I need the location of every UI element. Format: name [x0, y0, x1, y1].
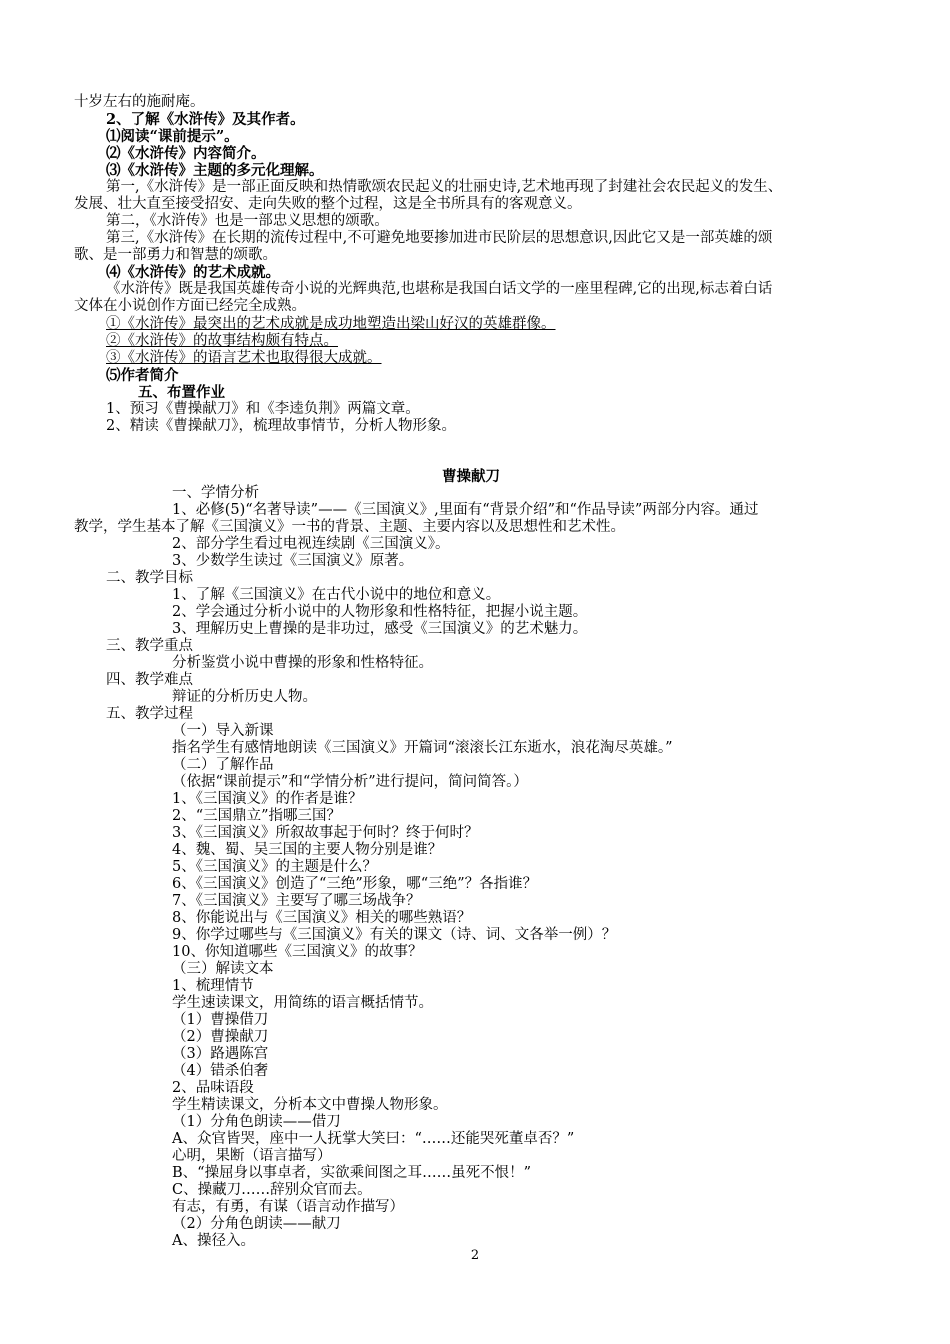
paragraph-line: 辩证的分析历史人物。: [172, 689, 317, 705]
paragraph-line: A、众官皆哭，座中一人抚掌大笑曰：“……还能哭死董卓否？”: [172, 1131, 575, 1147]
list-item: （3）路遇陈宫: [172, 1046, 269, 1062]
paragraph-line: 歌、是一部勇力和智慧的颂歌。: [74, 247, 277, 263]
subheading: ⑸作者简介: [106, 367, 179, 384]
subheading: （三）解读文本: [172, 961, 274, 977]
paragraph-line: C、操藏刀……辞别众官而去。: [172, 1182, 372, 1198]
list-item: （2）分角色朗读——献刀: [172, 1216, 341, 1232]
subheading: （一）导入新课: [172, 723, 274, 739]
list-item: 1、梳理情节: [172, 978, 254, 994]
question-item: 10、你知道哪些《三国演义》的故事？: [172, 944, 423, 960]
paragraph-line: 1、必修(5)“名著导读”——《三国演义》,里面有“背景介绍”和“作品导读”两部分内容。通过: [172, 502, 759, 518]
underlined-point: ①《水浒传》最突出的艺术成就是成功地塑造出梁山好汉的英雄群像。: [106, 316, 556, 332]
paragraph-line: 文体在小说创作方面已经完全成熟。: [74, 298, 306, 314]
subheading: （二）了解作品: [172, 757, 274, 773]
paragraph-line: 第三,《水浒传》在长期的流传过程中,不可避免地要掺加进市民阶层的思想意识,因此它又是一部英雄的颂: [106, 230, 773, 246]
paragraph-line: 分析鉴赏小说中曹操的形象和性格特征。: [172, 655, 433, 671]
section-heading: 二、教学目标: [106, 570, 193, 586]
paragraph-line: 第二，《水浒传》也是一部忠义思想的颂歌。: [106, 213, 389, 229]
list-item: （4）错杀伯奢: [172, 1063, 269, 1079]
paragraph-line: A、操径入。: [172, 1233, 255, 1249]
question-item: 3、《三国演义》所叙故事起于何时？终于何时？: [172, 825, 479, 841]
subheading: ⑷《水浒传》的艺术成就。: [106, 264, 280, 281]
list-item: （1）分角色朗读——借刀: [172, 1114, 341, 1130]
question-item: 1、《三国演义》的作者是谁？: [172, 791, 363, 807]
paragraph-line: 《水浒传》既是我国英雄传奇小说的光辉典范,也堪称是我国白话文学的一座里程碑,它的出现,标志着白话: [106, 281, 773, 297]
paragraph-line: 指名学生有感情地朗读《三国演义》开篇词“滚滚长江东逝水，浪花淘尽英雄。”: [172, 740, 673, 756]
list-item: （1）曹操借刀: [172, 1012, 269, 1028]
question-item: 2、“三国鼎立”指哪三国？: [172, 808, 342, 824]
subheading: ⑶《水浒传》主题的多元化理解。: [106, 162, 324, 179]
paragraph-line: （依据“课前提示”和“学情分析”进行提问，简问简答。）: [172, 774, 528, 790]
homework-item: 2、精读《曹操献刀》，梳理故事情节，分析人物形象。: [106, 418, 456, 434]
question-item: 8、你能说出与《三国演义》相关的哪些熟语？: [172, 910, 472, 926]
list-item: 2、学会通过分析小说中的人物形象和性格特征，把握小说主题。: [172, 604, 588, 620]
section-heading: 五、教学过程: [106, 706, 193, 722]
question-item: 5、《三国演义》的主题是什么？: [172, 859, 377, 875]
section-heading: 五、布置作业: [138, 384, 225, 401]
list-item: 2、部分学生看过电视连续剧《三国演义》。: [172, 536, 450, 552]
paragraph-line: 第一,《水浒传》是一部正面反映和热情歌颂农民起义的壮丽史诗,艺术地再现了封建社会农民起义的发生、: [106, 179, 783, 195]
question-item: 9、你学过哪些与《三国演义》有关的课文（诗、词、文各举一例）？: [172, 927, 617, 943]
paragraph-line: 学生速读课文，用简练的语言概括情节。: [172, 995, 433, 1011]
text-line: 十岁左右的施耐庵。: [74, 94, 205, 110]
page-number: 2: [470, 1248, 480, 1263]
lesson-title: 曹操献刀: [442, 468, 500, 485]
list-item: 1、了解《三国演义》在古代小说中的地位和意义。: [172, 587, 501, 603]
paragraph-line: 有志，有勇，有谋（语言动作描写）: [172, 1199, 404, 1215]
question-item: 4、魏、蜀、吴三国的主要人物分别是谁？: [172, 842, 443, 858]
paragraph-line: 发展、壮大直至接受招安、走向失败的整个过程，这是全书所具有的客观意义。: [74, 196, 582, 212]
subheading: ⑴阅读“课前提示”。: [106, 128, 239, 145]
subheading: ⑵《水浒传》内容简介。: [106, 145, 266, 162]
paragraph-line: 心明，果断（语言描写）: [172, 1148, 332, 1164]
section-heading: 四、教学难点: [106, 672, 193, 688]
underlined-point: ②《水浒传》的故事结构颇有特点。: [106, 333, 338, 349]
section-heading: 一、学情分析: [172, 485, 259, 501]
question-item: 7、《三国演义》主要写了哪三场战争？: [172, 893, 421, 909]
paragraph-line: 教学，学生基本了解《三国演义》一书的背景、主题、主要内容以及思想性和艺术性。: [74, 519, 625, 535]
list-item: 2、品味语段: [172, 1080, 254, 1096]
list-item: 3、少数学生读过《三国演义》原著。: [172, 553, 414, 569]
underlined-point: ③《水浒传》的语言艺术也取得很大成就。: [106, 350, 382, 366]
section-heading: 三、教学重点: [106, 638, 193, 654]
question-item: 6、《三国演义》创造了“三绝”形象，哪“三绝”？各指谁？: [172, 876, 538, 892]
paragraph-line: 学生精读课文，分析本文中曹操人物形象。: [172, 1097, 448, 1113]
list-item: （2）曹操献刀: [172, 1029, 269, 1045]
homework-item: 1、预习《曹操献刀》和《李逵负荆》两篇文章。: [106, 401, 420, 417]
section-heading: 2、了解《水浒传》及其作者。: [106, 111, 305, 128]
list-item: 3、理解历史上曹操的是非功过，感受《三国演义》的艺术魅力。: [172, 621, 588, 637]
paragraph-line: B、“操屈身以事卓者，实欲乘间图之耳……虽死不恨！”: [172, 1165, 531, 1181]
